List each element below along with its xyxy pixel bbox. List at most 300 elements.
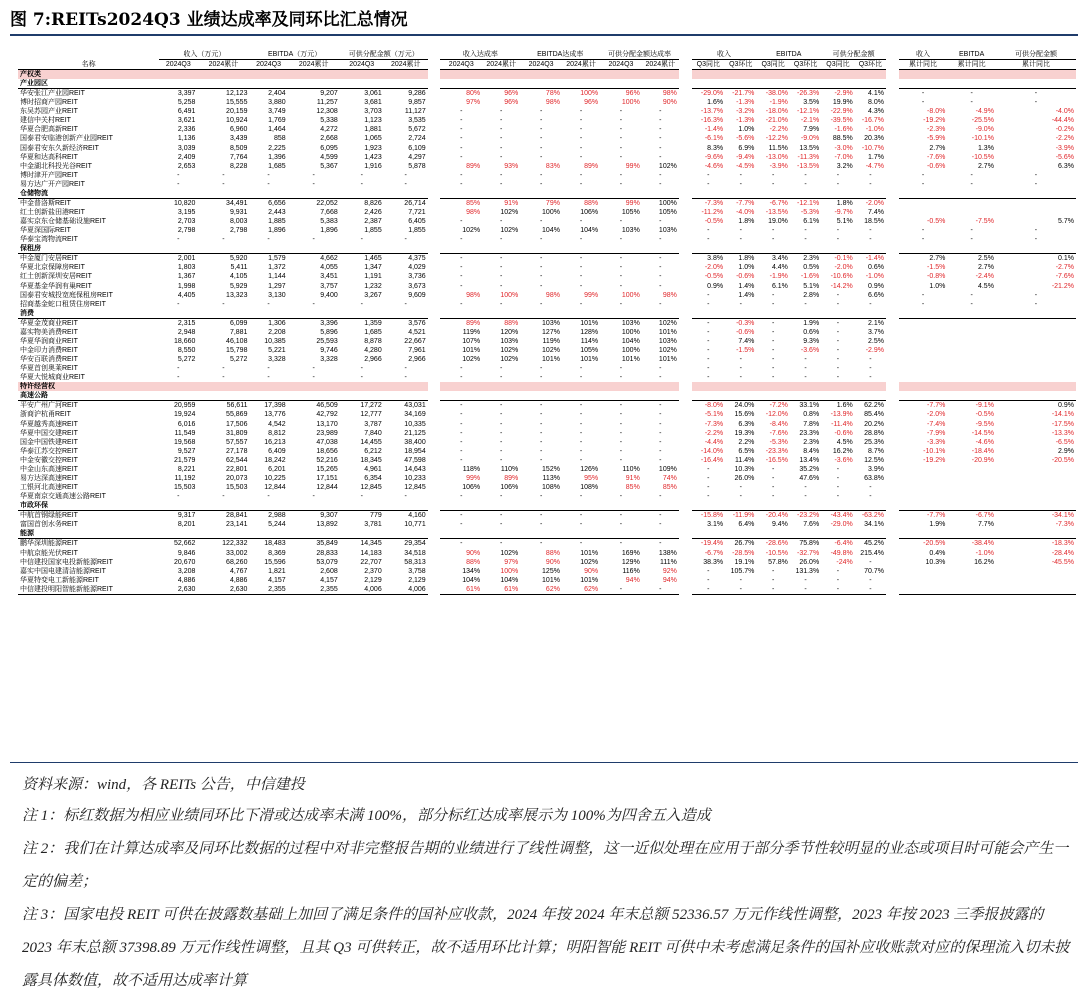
value-cell: 13,892 [316,521,338,529]
gap-cell [428,134,441,143]
value-cell: -49.8% [830,549,853,557]
value-cell: - [619,171,623,179]
value-cell [899,337,948,346]
value-cell: 1,916 [364,162,382,170]
header-gap [886,60,899,70]
header-sub-label: 累计同比 [996,60,1076,70]
section-cell [996,391,1076,401]
section-cell [288,382,340,391]
value-cell: 105% [580,347,599,355]
value-cell: 101% [542,356,560,364]
value-cell: 7.7% [977,521,994,529]
section-cell [384,529,428,539]
gap-cell [886,263,899,272]
value-cell [996,337,1076,346]
section-cell [562,501,600,511]
value-cell: 106% [500,484,519,492]
value-cell: 6,099 [229,319,248,327]
gap-cell [428,291,441,300]
gap-cell [886,576,899,585]
value-cell: - [539,117,543,125]
gap-cell [886,438,899,447]
gap-cell [679,420,692,429]
value-cell: 7,840 [364,429,382,437]
section-cell [482,391,520,401]
value-cell: 97% [466,99,481,107]
value-cell: 24.0% [734,402,755,410]
value-cell: -22.9% [830,108,853,116]
value-cell: 104% [580,227,599,235]
section-cell [600,70,642,80]
reit-name: 华夏首创奥莱REIT [20,365,78,373]
value-cell: 3,328 [320,356,338,364]
value-cell: 57,557 [226,438,248,446]
header-group-label: 收入 [692,50,757,60]
value-cell: 11,192 [174,475,196,483]
value-cell: - [869,171,872,179]
value-cell: 5,878 [408,162,426,170]
gap-cell [886,79,899,89]
value-cell: -3.9% [1055,144,1074,152]
section-cell [600,244,642,254]
value-cell: 5,258 [177,99,196,107]
value-cell: - [659,218,662,226]
table-row [18,89,1076,99]
value-cell: -0.5% [704,273,724,281]
gap-cell [679,328,692,337]
value-cell: -23.2% [797,512,820,520]
value-cell: -5.3% [769,438,788,446]
gap-cell [428,162,441,171]
value-cell: - [921,236,925,244]
value-cell: - [836,365,840,373]
value-cell: - [539,411,543,419]
gap-cell [679,318,692,328]
value-cell: -2.4% [975,273,994,281]
section-label: 市政环保 [18,501,159,511]
section-cell [947,70,996,80]
value-cell: - [836,291,840,299]
value-cell: 125% [542,567,560,575]
section-cell [340,309,384,319]
section-cell [790,70,821,80]
section-cell [340,79,384,89]
section-cell [725,244,756,254]
value-cell: - [460,135,463,143]
section-cell [899,529,948,539]
value-cell: - [659,420,662,428]
section-label: 消费 [18,309,159,319]
value-cell [899,198,948,208]
table-row [18,438,1076,447]
value-cell: -2.1% [800,117,820,125]
gap-cell [886,134,899,143]
value-cell: - [707,365,710,373]
value-cell: 2,630 [159,585,197,595]
value-cell: 18,954 [404,447,426,455]
section-cell [159,309,197,319]
reit-name: 嘉实京东仓储基础设施REIT [20,218,106,226]
section-cell [947,382,996,391]
value-cell: - [619,108,623,116]
value-cell: 3.4% [771,255,788,263]
value-cell: - [267,374,270,382]
gap-cell [679,189,692,199]
value-cell: 7,764 [229,153,248,161]
value-cell: - [804,180,807,188]
value-cell: 3,130 [268,291,286,299]
value-cell: - [707,466,710,474]
value-cell: 19.9% [832,99,853,107]
value-cell: 101% [580,319,599,327]
table-row [18,511,1076,521]
value-cell: 29,354 [404,540,426,548]
value-cell: 98% [662,291,677,299]
gap-cell [679,244,692,254]
value-cell: -1.3% [736,117,755,125]
value-cell: - [539,218,543,226]
value-cell: 11,257 [316,99,338,107]
header-sub-label: Q3同比 [756,60,790,70]
table-row [18,263,1076,272]
value-cell: 4.4% [771,264,788,272]
value-cell: 7,668 [320,208,338,216]
value-cell: - [177,180,180,188]
value-cell: 0.6% [868,264,884,272]
value-cell: - [921,171,925,179]
value-cell: - [659,180,662,188]
value-cell: 8.7% [868,447,884,455]
gap-cell [886,474,899,483]
value-cell: 62% [562,585,600,595]
value-cell: - [771,493,775,501]
gap-cell [886,410,899,419]
section-cell [790,382,821,391]
value-cell: 3,673 [408,282,426,290]
value-cell: -8.0% [927,108,946,116]
value-cell: 1,998 [177,282,196,290]
value-cell: - [619,456,623,464]
value-cell: 103% [658,337,677,345]
value-cell: 122,332 [222,540,248,548]
reit-name: 嘉实中国电建清洁能源REIT [20,567,106,575]
value-cell: 2,129 [408,576,426,584]
gap-cell [428,263,441,272]
value-cell: 5,896 [320,328,338,336]
value-cell: - [619,273,623,281]
table-row [18,291,1076,300]
value-cell: 126% [580,466,599,474]
section-cell [899,309,948,319]
gap-cell [428,300,441,309]
value-cell: 17,506 [226,420,248,428]
value-cell: 6,095 [320,144,338,152]
gap-cell [428,180,441,189]
value-cell: 96% [504,90,519,97]
reit-name: 中信建投明阳智能新能源REIT [18,585,159,595]
value-cell: - [804,171,807,179]
table-row [18,282,1076,291]
gap-cell [886,89,899,99]
gap-cell [679,143,692,152]
note-2: 注 2：我们在计算达成率及同环比数据的过程中对非完整报告期的业绩进行了线性调整，这一近似处理在应用于部分季节性较明显的业态或项目时可能会产生一定的偏差； [22,841,1069,890]
section-cell [440,309,482,319]
gap-cell [886,520,899,529]
value-cell: 25.3% [864,438,884,446]
gap-cell [428,511,441,521]
gap-cell [886,235,899,244]
value-cell: - [692,585,726,595]
value-cell: 22,707 [360,558,382,566]
header-gap [679,60,692,70]
value-cell: 9,857 [408,99,426,107]
value-cell: 58,313 [404,558,426,566]
gap-cell [428,501,441,511]
section-cell [197,79,249,89]
value-cell: - [460,144,463,152]
value-cell [947,483,996,492]
value-cell: - [619,264,623,272]
value-cell: -16.3% [700,117,724,125]
value-cell: -28.6% [765,540,788,548]
value-cell: 1,855 [364,227,382,235]
gap-cell [428,143,441,152]
section-cell [821,529,855,539]
value-cell: 88% [504,319,519,327]
value-cell: - [579,456,583,464]
value-cell: 43,031 [404,402,426,410]
value-cell: 3,439 [229,135,248,143]
section-cell [642,501,679,511]
value-cell: 6,656 [268,199,286,207]
value-cell: -4.7% [865,162,884,170]
section-cell [692,189,726,199]
section-cell [947,529,996,539]
value-cell: -1.3% [736,99,755,107]
section-cell [482,70,520,80]
value-cell: 20,959 [173,402,196,410]
value-cell: 1,803 [177,264,196,272]
section-label: 能源 [18,529,159,539]
section-cell [899,79,948,89]
section-cell [899,189,948,199]
note-3: 注 3：国家电投 REIT 可供在披露数基础上加回了满足条件的国补应收款，2024 年按 2024 年末总额 52336.57 万元作线性调整，2023 年按 2023 三季报披露的 2023 年末总额 37398.89 万元作线性调整，且其 Q3 可供转正，故不适用环比计算；明阳智能 REIT 可供中未考虑满足条件的国补应收账款对应的保理流入切未披露具体数值，故不适用达成率计算 [22,907,1070,989]
value-cell: 101% [658,328,677,336]
value-cell: -7.2% [769,402,788,410]
gap-cell [886,529,899,539]
gap-cell [886,567,899,576]
value-cell: -0.6% [736,328,755,336]
value-cell: 20.3% [864,135,884,143]
section-cell [288,501,340,511]
value-cell [899,208,948,217]
value-cell: 6,109 [408,144,426,152]
value-cell: 1.9% [803,319,820,327]
value-cell: 1,579 [268,255,286,263]
table-row [18,373,1076,382]
value-cell: - [312,171,315,179]
gap-cell [679,410,692,419]
value-cell: - [836,337,840,345]
gap-cell [428,355,441,364]
value-cell: 118% [462,466,481,474]
value-cell: - [739,356,742,364]
gap-cell [886,391,899,401]
value-cell: 26.0% [734,475,755,483]
gap-cell [679,364,692,373]
value-cell [996,355,1076,364]
value-cell: 47.6% [799,475,820,483]
value-cell: 2.9% [1058,447,1074,455]
value-cell: - [222,300,225,308]
value-cell: 2,355 [249,585,287,595]
note-1: 注 1：标红数据为相应业绩同环比下滑或达成率未满 100%，部分标红达成率展示为 100%为四舍五入造成 [22,808,711,824]
section-cell [249,391,287,401]
value-cell: 100% [542,208,560,216]
section-cell [520,382,562,391]
value-cell: 108% [580,484,599,492]
section-cell [440,529,482,539]
value-cell: - [500,126,503,134]
value-cell: -12.1% [797,108,820,116]
value-cell [947,364,996,373]
value-cell: 1.6% [836,402,853,410]
value-cell: - [619,236,623,244]
section-cell [725,382,756,391]
value-cell [947,328,996,337]
value-cell: - [312,493,315,501]
value-cell: - [869,300,872,308]
value-cell: 100% [580,90,599,97]
value-cell: - [869,576,872,584]
value-cell: - [739,365,742,373]
value-cell: 100% [500,567,519,575]
value-cell: 20,073 [226,475,248,483]
reits-summary-table [18,50,1076,595]
value-cell: 94% [662,576,677,584]
gap-cell [679,529,692,539]
section-cell [384,244,428,254]
value-cell: 4,029 [408,264,426,272]
value-cell: 6,409 [268,447,286,455]
value-cell: 52,216 [316,456,338,464]
value-cell: -0.5% [975,411,994,419]
value-cell: -0.5% [704,218,724,226]
gap-cell [679,585,692,595]
value-cell: 8,369 [268,549,286,557]
section-cell [899,501,948,511]
gap-cell [886,180,899,189]
value-cell: -13.3% [1051,429,1074,437]
value-cell: - [404,365,407,373]
value-cell: - [360,365,363,373]
reit-name: 华夏金茂商业REIT [20,319,78,327]
value-cell: 1,232 [364,282,382,290]
value-cell: -0.3% [736,319,755,327]
gap-cell [428,70,441,80]
value-cell: - [460,117,463,125]
value-cell: 102% [658,347,677,355]
value-cell [996,328,1076,337]
reit-name: 华安百联消费REIT [20,356,78,364]
value-cell: - [500,273,503,281]
value-cell: - [836,466,840,474]
gap-cell [886,171,899,180]
reit-name: 华夏中国交建REIT [20,429,78,437]
value-cell: 4,375 [408,255,426,263]
gap-cell [428,438,441,447]
section-cell [249,501,287,511]
value-cell: - [970,90,973,97]
section-cell [996,244,1076,254]
gap-cell [428,198,441,208]
section-cell [288,70,340,80]
value-cell [996,208,1076,217]
value-cell: 2,370 [364,567,382,575]
value-cell: -1.0% [865,273,884,281]
value-cell: - [707,328,710,336]
section-cell [692,391,726,401]
value-cell: 101% [621,356,640,364]
value-cell: 8.3% [707,144,724,152]
value-cell: -6.4% [834,540,853,548]
gap-cell [428,492,441,501]
gap-cell [428,337,441,346]
value-cell: 23,141 [226,521,248,529]
section-row [18,382,1076,391]
section-cell [725,70,756,80]
gap-cell [679,254,692,264]
header-group-label: EBITDA（万元） [249,50,339,60]
value-cell: - [771,466,775,474]
value-cell: 19.1% [734,558,755,566]
value-cell: 103% [500,337,519,345]
value-cell: - [539,108,543,116]
reit-name: 中金山东高速REIT [20,466,78,474]
section-cell [996,189,1076,199]
value-cell: -7.9% [927,429,946,437]
value-cell: 13,776 [264,411,286,419]
gap-cell [679,520,692,529]
value-cell: 6.9% [738,144,755,152]
value-cell: 2,608 [320,567,338,575]
gap-cell [428,483,441,492]
value-cell: -14.0% [700,447,724,455]
value-cell: 8,812 [268,429,286,437]
section-cell [600,309,642,319]
section-cell [821,189,855,199]
value-cell: - [539,180,543,188]
source-note: 资料来源：wind，各 REITs 公告，中信建投 [22,777,305,793]
gap-cell [428,539,441,549]
value-cell: 127% [542,328,560,336]
section-cell [562,189,600,199]
value-cell: 2,966 [364,356,382,364]
value-cell: - [460,153,463,161]
gap-cell [886,373,899,382]
value-cell: 106% [580,208,599,216]
value-cell: 102% [580,558,599,566]
table-row [18,125,1076,134]
header-group-label: 可供分配金额达成率 [600,50,679,60]
value-cell: 91% [504,199,519,207]
value-cell: -3.9% [769,162,788,170]
header-sub-label: 累计同比 [899,60,948,70]
value-cell: 34.1% [864,521,884,529]
value-cell: -28.4% [1051,549,1074,557]
value-cell: - [460,420,463,428]
section-cell [384,501,428,511]
